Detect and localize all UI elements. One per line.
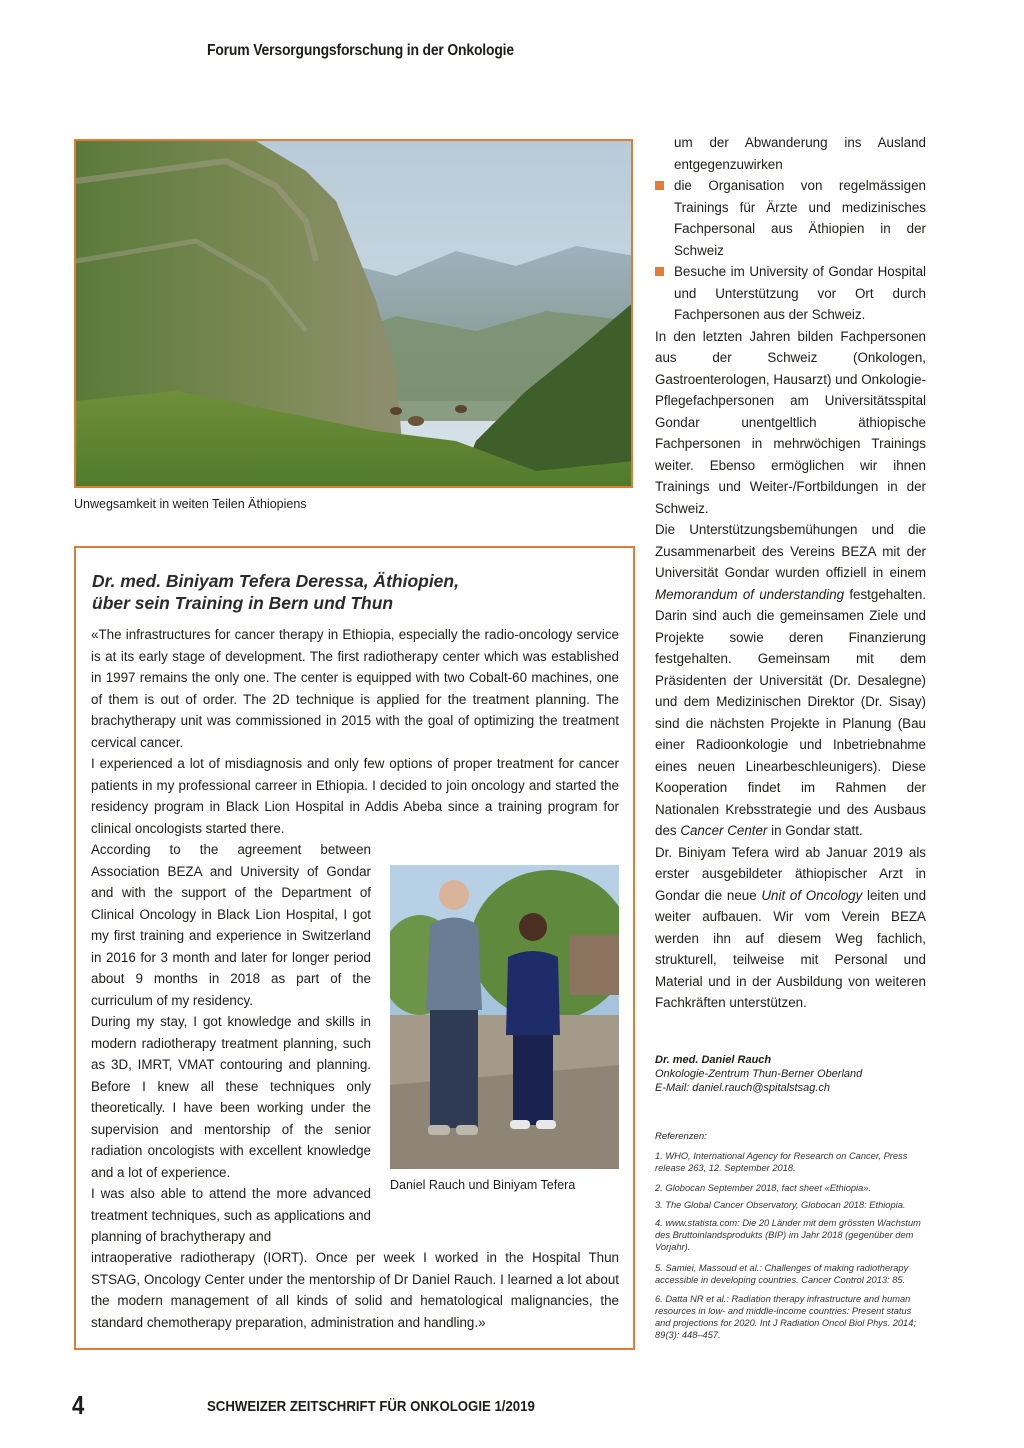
reference-item: 4. www.statista.com: Die 20 Länder mit dem grössten Wachstum des Bruttoinlandsprodukts (BIP) im Jahr 2018 (gegenüber dem Vorjahr). — [655, 1218, 921, 1252]
author-name: Dr. med. Daniel Rauch — [655, 1054, 772, 1066]
landscape-photo — [74, 139, 633, 488]
author-block — [655, 1053, 862, 1095]
interview-paragraph-3: According to the agreement between Association BEZA and University of Gondar and with the support of the Department of Clinical Oncology in Black Lion Hospital, I got my first training and experience in Switzerland in 2016 for 3 month and later for longer period about 9 months in 2018 as part of the curriculum of my residency. — [91, 842, 371, 1008]
right-paragraph-3: Dr. Biniyam Tefera wird ab Januar 2019 als erster ausgebildeter äthiopischer Arzt in Gondar die neue Unit of Oncology leiten und weiter aufbauen. Wir vom Verein BEZA werden ihn auf diesem Weg fachlich, strukturell, teilweise mit Personal und Material und in der Ausbildung von weiteren Fachkräften unterstützen. — [655, 844, 927, 1010]
interview-paragraph-5a: I was also able to attend the more advanced treatment techniques, such as applications and planning of brachytherapy and — [91, 1186, 371, 1244]
reference-item: 6. Datta NR et al.: Radiation therapy infrastructure and human resources in low- and middle-income countries: Present status and projections for 2020. Int J Radiation Oncol Biol Phys. 2014; 89(3): 448–457. — [655, 1294, 916, 1340]
interview-title — [92, 570, 459, 614]
interview-paragraph-5b: intraoperative radiotherapy (IORT). Once per week I worked in the Hospital Thun STSAG, Oncology Center under the mentorship of Dr Daniel Rauch. I learned a lot about the modern management of all kinds of solid and hematological malignancies, the standard chemotherapy preparation, administration and handling.» — [91, 1250, 619, 1330]
author-email: E-Mail: daniel.rauch@spitalstsag.ch — [655, 1082, 831, 1094]
reference-item: 2. Globocan September 2018, fact sheet «Ethiopia». — [655, 1183, 872, 1193]
bullet-continuation: um der Abwanderung ins Ausland entgegenzuwirken — [674, 135, 926, 172]
interview-paragraph-2: I experienced a lot of misdiagnosis and only few options of proper treatment for cancer patients in my professional carreer in Ethiopia. I decided to join oncology and started the residency program in Black Lion Hospital in Addis Abeba since a training program for clinical oncologists started there. — [91, 756, 619, 836]
photo-caption: Daniel Rauch und Biniyam Tefera — [390, 1178, 576, 1192]
interview-title-line2: über sein Training in Bern und Thun — [92, 593, 394, 613]
page-number: 4 — [72, 1390, 85, 1420]
bullet-item — [655, 261, 926, 326]
running-header: Forum Versorgungsforschung in der Onkologie — [207, 42, 514, 59]
interview-title-line1: Dr. med. Biniyam Tefera Deressa, Äthiopien, — [92, 571, 459, 591]
author-org: Onkologie-Zentrum Thun-Berner Oberland — [655, 1068, 863, 1080]
bullet-square-icon — [655, 267, 664, 276]
bullet-text: Besuche im University of Gondar Hospital und Unterstützung vor Ort durch Fachpersonen aus der Schweiz. — [674, 264, 926, 322]
right-paragraph-2: Die Unterstützungsbemühungen und die Zusammenarbeit des Vereins BEZA mit der Universität Gondar wurden offiziell in einem Memorandum of understanding festgehalten. Darin sind auch die gemeinsamen Ziele und Projekte sowie deren Finanzierung festgehalten. Gemeinsam mit dem Präsidenten der Universität (Dr. Desalegne) und dem Medizinischen Direktor (Dr. Sisay) sind die nächsten Projekte in Planung (Bau einer Radioonkologie und Inbetriebnahme eines neuen Linearbeschleunigers). Diese Kooperation findet im Rahmen der Nationalen Krebsstrategie und des Ausbaus des Cancer Center in Gondar statt. — [655, 522, 926, 838]
reference-item: 5. Samiei, Massoud et al.: Challenges of making radiotherapy accessible in developing countries. Cancer Control 2013: 85. — [655, 1263, 909, 1285]
interview-paragraph-4: During my stay, I got knowledge and skills in modern radiotherapy treatment planning, such as 3D, IMRT, VMAT contouring and planning. Before I knew all these techniques only theoretically. I have been working under the supervision and mentorship of the senior radiation oncologists with excellent knowledge and a lot of experience. — [91, 1014, 371, 1180]
figure-caption: Unwegsamkeit in weiten Teilen Äthiopiens — [74, 497, 307, 511]
journal-footer: SCHWEIZER ZEITSCHRIFT FÜR ONKOLOGIE 1/2019 — [207, 1398, 535, 1415]
portrait-photo — [390, 865, 619, 1169]
bullet-text: die Organisation von regelmässigen Trainings für Ärzte und medizinisches Fachpersonal aus Äthiopien in der Schweiz — [674, 178, 926, 258]
bullet-square-icon — [655, 181, 664, 190]
interview-paragraph-1: «The infrastructures for cancer therapy in Ethiopia, especially the radio-oncology service is at its early stage of development. The first radiotherapy center which was established in 1997 remains the only one. The center is equipped with two Cobalt-60 machines, one of them is out of order. The 2D technique is applied for the treatment planning. The brachytherapy unit was commissioned in 2015 with the goal of optimizing the treatment cervical cancer. — [91, 627, 619, 750]
right-paragraph-1: In den letzten Jahren bilden Fachpersonen aus der Schweiz (Onkologen, Gastroenterologen, Hausarzt) und Onkologie-Pflegefachpersonen am Universitätsspital Gondar unentgeltlich äthiopische Fachpersonen in mehrwöchigen Trainings weiter. Ebenso ermöglichen wir ihnen Trainings und Weiter-/Fortbildungen in der Schweiz. — [655, 328, 926, 516]
bullet-item — [655, 175, 926, 261]
right-column-text — [655, 132, 926, 1014]
reference-item: 3. The Global Cancer Observatory, Globocan 2018: Ethiopia. — [655, 1200, 906, 1210]
reference-item: 1. WHO, International Agency for Research on Cancer, Press release 263, 12. September 2018. — [655, 1151, 908, 1173]
references-title: Referenzen: — [655, 1131, 707, 1142]
